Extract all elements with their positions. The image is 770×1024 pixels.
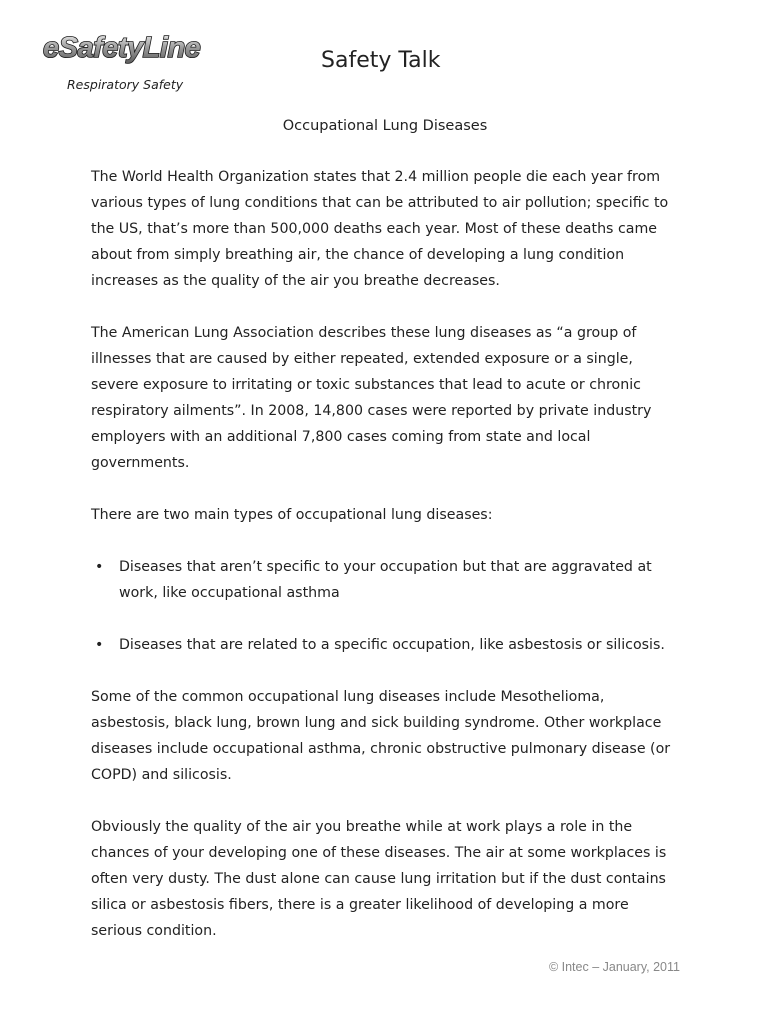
list-item-text: Diseases that aren’t specific to your occupation but that are aggravated at work, like occupational asthma bbox=[119, 559, 652, 601]
bullet-icon: • bbox=[95, 637, 104, 653]
logo-text: eSafetyLine bbox=[43, 32, 201, 64]
bullet-icon: • bbox=[95, 559, 104, 575]
esafetyline-logo bbox=[40, 26, 212, 68]
list-item bbox=[91, 632, 681, 658]
disease-type-list bbox=[91, 554, 681, 658]
topic-subtitle: Respiratory Safety bbox=[67, 77, 184, 92]
paragraph: There are two main types of occupational lung diseases: bbox=[91, 507, 493, 523]
paragraph: Obviously the quality of the air you breathe while at work plays a role in the chances of your developing one of these diseases. The air at some workplaces is often very dusty. The dust alone can cause lung irritation but if the dust contains silica or asbestosis fibers, there is a greater likelihood of developing a more serious condition. bbox=[91, 819, 667, 939]
paragraph: Some of the common occupational lung diseases include Mesothelioma, asbestosis, black lung, brown lung and sick building syndrome. Other workplace diseases include occupational asthma, chronic obstructive pulmonary disease (or COPD) and silicosis. bbox=[91, 689, 671, 783]
paragraph: The World Health Organization states that 2.4 million people die each year from various types of lung conditions that can be attributed to air pollution; specific to the US, that’s more than 500,000 deaths each year. Most of these deaths came about from simply breathing air, the chance of developing a lung condition increases as the quality of the air you breathe decreases. bbox=[91, 169, 669, 289]
list-item-text: Diseases that are related to a specific occupation, like asbestosis or silicosis. bbox=[119, 637, 665, 653]
footer-copyright: © Intec – January, 2011 bbox=[548, 960, 680, 974]
document-body bbox=[91, 164, 681, 970]
paragraph: The American Lung Association describes these lung diseases as “a group of illnesses that are caused by either repeated, extended exposure or a single, severe exposure to irritating or toxic substances that lead to acute or chronic respiratory ailments”. In 2008, 14,800 cases were reported by private industry employers with an additional 7,800 cases coming from state and local governments. bbox=[91, 325, 652, 471]
page-title-text: Safety Talk bbox=[321, 48, 441, 73]
section-title: Occupational Lung Diseases bbox=[282, 118, 488, 134]
list-item bbox=[91, 554, 681, 606]
